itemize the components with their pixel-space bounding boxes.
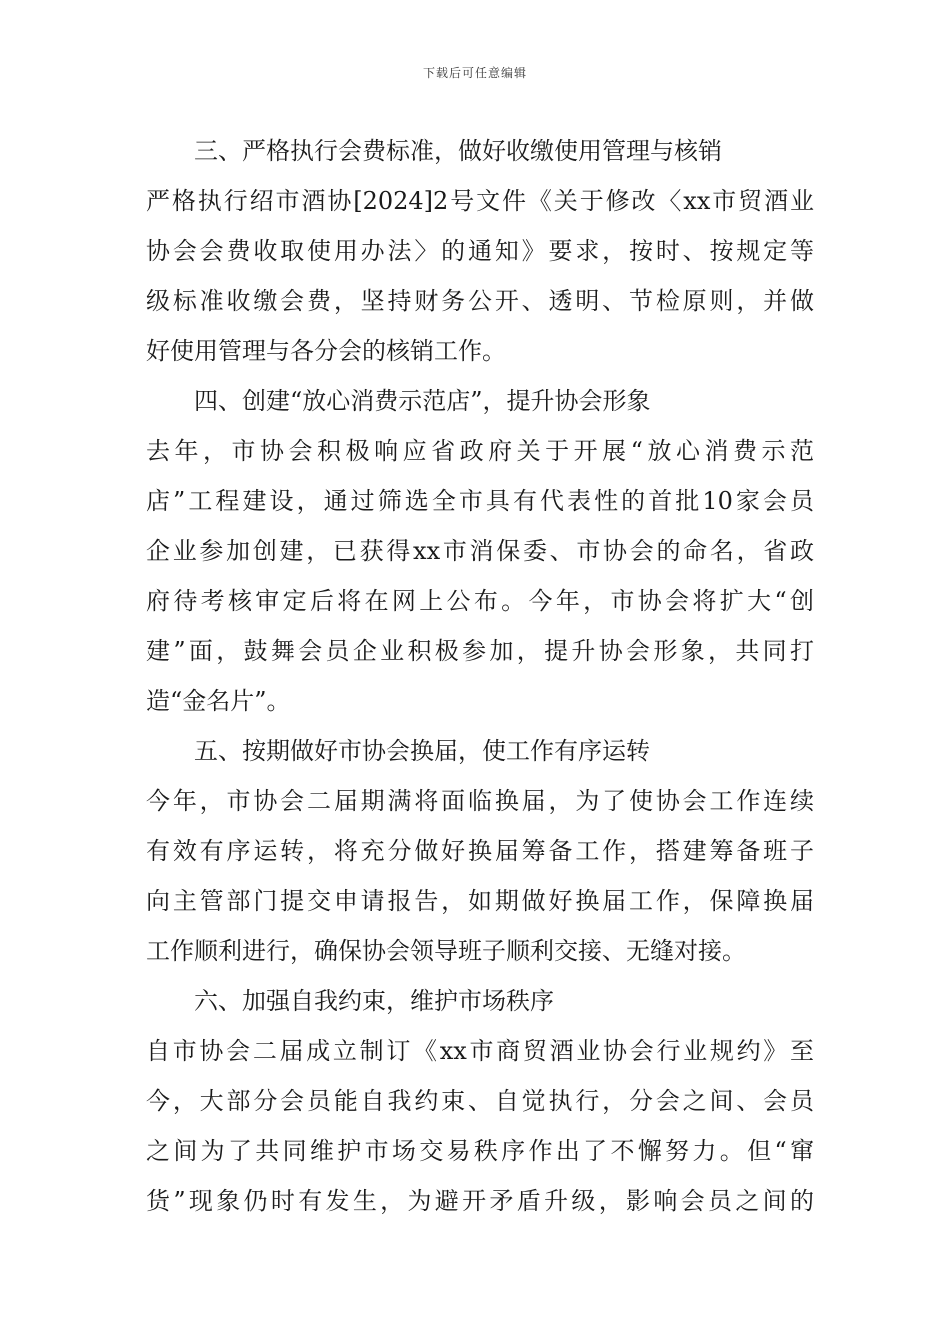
section-heading: 三、严格执行会费标准，做好收缴使用管理与核销 [194,137,722,165]
paragraph-line: 级标准收缴会费，坚持财务公开、透明、节检原则，并做 [146,287,814,315]
paragraph-line: 严格执行绍市酒协[2024]2号文件《关于修改〈xx市贸酒业 [146,187,814,215]
paragraph-line: 货”现象仍时有发生，为避开矛盾升级，影响会员之间的 [146,1187,814,1215]
paragraph-line: 今，大部分会员能自我约束、自觉执行，分会之间、会员 [146,1087,814,1115]
section-heading: 五、按期做好市协会换届，使工作有序运转 [194,737,650,765]
page-header: 下载后可任意编辑 [422,66,527,80]
paragraph-line: 好使用管理与各分会的核销工作。 [146,337,506,365]
paragraph-line: 企业参加创建，已获得xx市消保委、市协会的命名，省政 [146,537,814,565]
paragraph-line: 之间为了共同维护市场交易秩序作出了不懈努力。但“窜 [146,1137,814,1165]
section-heading: 四、创建“放心消费示范店”，提升协会形象 [194,387,651,415]
paragraph-line: 府待考核审定后将在网上公布。今年，市协会将扩大“创 [146,587,814,615]
section-heading: 六、加强自我约束，维护市场秩序 [194,987,554,1015]
paragraph-line: 协会会费收取使用办法〉的通知》要求，按时、按规定等 [146,237,814,265]
paragraph-line: 造“金名片”。 [146,687,291,715]
paragraph-line: 工作顺利进行，确保协会领导班子顺利交接、无缝对接。 [146,937,746,965]
paragraph-line: 店”工程建设，通过筛选全市具有代表性的首批10家会员 [146,487,814,515]
paragraph-line: 有效有序运转，将充分做好换届筹备工作，搭建筹备班子 [146,837,814,865]
paragraph-line: 建”面，鼓舞会员企业积极参加，提升协会形象，共同打 [146,637,814,665]
paragraph-line: 今年，市协会二届期满将面临换届，为了使协会工作连续 [146,787,814,815]
paragraph-line: 向主管部门提交申请报告，如期做好换届工作，保障换届 [146,887,814,915]
document-body [146,126,814,1226]
paragraph-line: 去年，市协会积极响应省政府关于开展“放心消费示范 [146,437,814,465]
paragraph-line: 自市协会二届成立制订《xx市商贸酒业协会行业规约》至 [146,1037,814,1065]
